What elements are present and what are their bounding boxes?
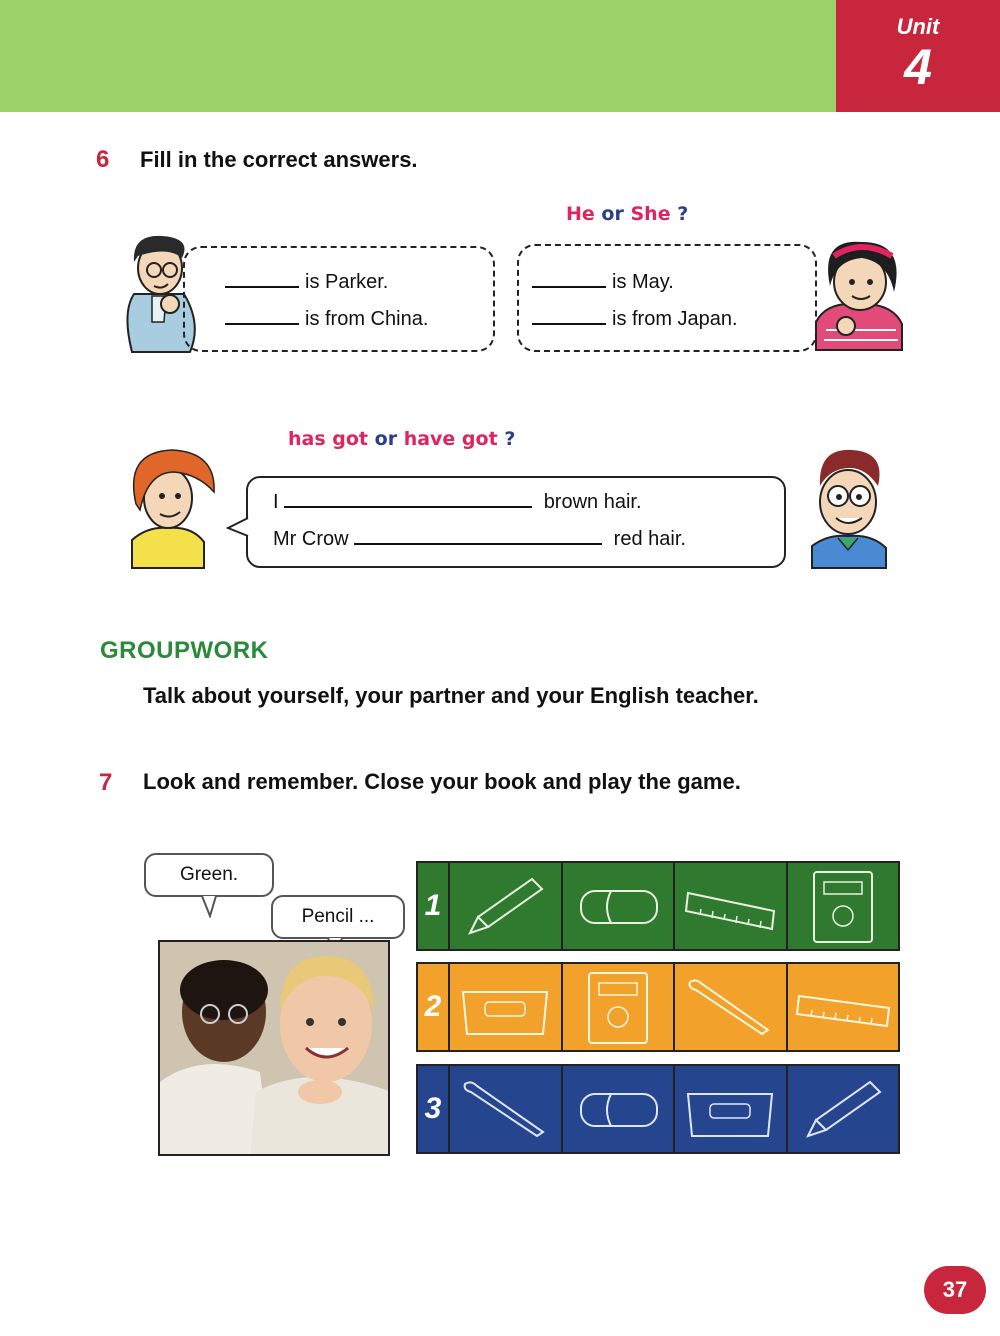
answer-blank[interactable] <box>225 270 299 288</box>
groupwork-title: GROUPWORK <box>100 637 269 664</box>
unit-number: 4 <box>904 39 932 95</box>
eraser-icon <box>573 1074 663 1144</box>
ruler-cell <box>675 863 788 949</box>
book-cell <box>563 964 676 1050</box>
eraser-cell <box>563 1066 676 1152</box>
grid-row-3 <box>416 1064 900 1154</box>
ruler-icon <box>680 871 780 941</box>
book-icon <box>573 967 663 1047</box>
right-line-2: is from Japan. <box>532 307 738 331</box>
groupwork-text: Talk about yourself, your partner and your English teacher. <box>143 683 759 708</box>
he-or-she-prompt: He or She ? <box>566 203 689 225</box>
answer-blank[interactable] <box>354 527 602 545</box>
answer-blank[interactable] <box>532 307 606 325</box>
speech-tail-icon <box>226 516 252 540</box>
pencil-icon <box>460 871 550 941</box>
red-hair-girl-illustration-icon <box>118 444 218 570</box>
ruler-icon <box>793 972 893 1042</box>
page-number: 37 <box>924 1266 986 1314</box>
pencil-case-icon <box>457 972 553 1042</box>
pencil-icon <box>798 1074 888 1144</box>
right-answer-box <box>517 244 817 352</box>
book-icon <box>798 866 888 946</box>
grid-row-1 <box>416 861 900 951</box>
answer-blank[interactable] <box>225 307 299 325</box>
right-line-1: is May. <box>532 270 674 294</box>
pencil-case-cell <box>675 1066 788 1152</box>
pencil-cell <box>788 1066 899 1152</box>
row-3-label: 3 <box>418 1066 450 1152</box>
has-got-or-have-got-prompt: has got or have got ? <box>288 428 516 450</box>
left-line-1: is Parker. <box>225 270 388 294</box>
left-line-2: is from China. <box>225 307 428 331</box>
pen-cell <box>450 1066 563 1152</box>
eraser-icon <box>573 871 663 941</box>
left-answer-box <box>183 246 495 352</box>
section-7-number: 7 <box>99 769 113 796</box>
bubble-pencil: Pencil ... <box>271 895 405 939</box>
mr-crow-illustration-icon <box>800 446 896 570</box>
bubble-green: Green. <box>144 853 274 897</box>
pencil-cell <box>450 863 563 949</box>
children-photo <box>158 940 390 1156</box>
book-cell <box>788 863 899 949</box>
pen-cell <box>675 964 788 1050</box>
top-banner <box>0 0 836 112</box>
unit-label: Unit <box>896 14 940 39</box>
eraser-cell <box>563 863 676 949</box>
answer-blank[interactable] <box>532 270 606 288</box>
row-2-label: 2 <box>418 964 450 1050</box>
grid-row-2 <box>416 962 900 1052</box>
section-6-number: 6 <box>96 146 110 173</box>
children-photo-icon <box>160 942 390 1156</box>
pen-icon <box>682 972 778 1042</box>
speech-line-1: I brown hair. <box>273 491 642 513</box>
ruler-cell <box>788 964 899 1050</box>
section-6-title: Fill in the correct answers. <box>140 147 418 172</box>
answer-blank[interactable] <box>284 490 532 508</box>
pencil-case-cell <box>450 964 563 1050</box>
may-illustration-icon <box>806 232 911 352</box>
pencil-case-icon <box>682 1074 778 1144</box>
speech-line-2: Mr Crow red hair. <box>273 528 686 550</box>
unit-tab <box>836 0 1000 112</box>
row-1-label: 1 <box>418 863 450 949</box>
section-7-title: Look and remember. Close your book and play the game. <box>143 769 741 794</box>
pen-icon <box>457 1074 553 1144</box>
bubble-tail-icon <box>200 894 220 918</box>
